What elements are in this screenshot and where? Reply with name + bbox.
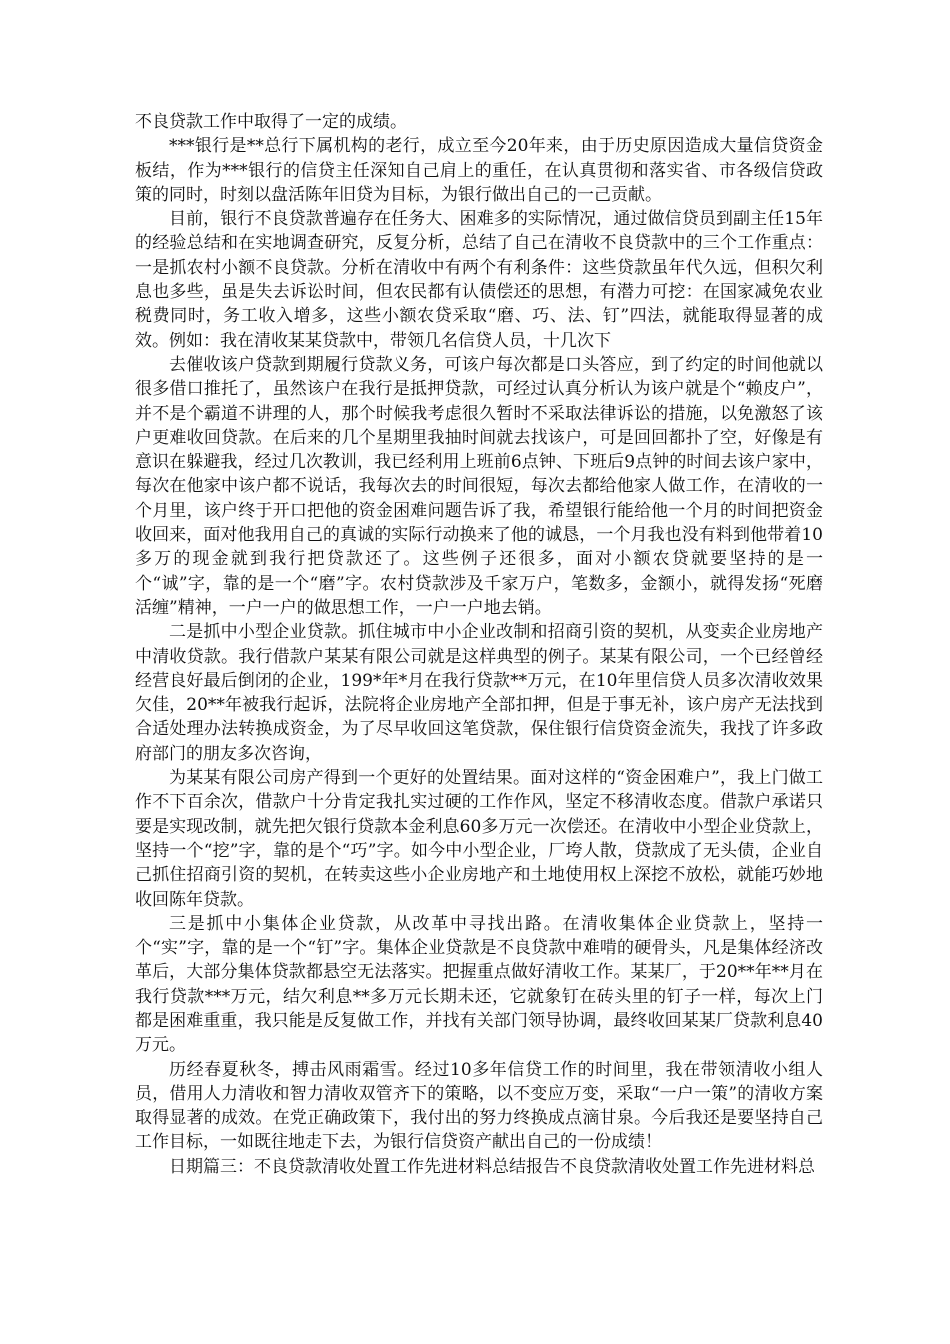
paragraph-property-disposal: 为某某有限公司房产得到一个更好的处置结果。面对这样的“资金困难户”，我上门做工作不下百余次，借款户十分肯定我扎实过硬的工作作风，坚定不移清收态度。借款户承诺只要是实现改制，就先把欠银行贷款本金利息60多万元一次偿还。在清收中小型企业贷款上，坚持一个“挖”字，靠的是个“巧”字。如今中小型企业，厂垮人散，贷款成了无头债，企业自己抓住招商引资的契机，在转卖这些小企业房地产和土地使用权上深挖不放松，就能巧妙地收回陈年贷款。 [135,768,823,910]
paragraph-bank-background: ***银行是**总行下属机构的老行，成立至今20年来，由于历史原因造成大量信贷资金板结，作为***银行的信贷主任深知自己肩上的重任，在认真贯彻和落实省、市各级信贷政策的同时，时刻以盘活陈年旧贷为目标，为银行做出自己的一己贡献。 [135,136,823,205]
paragraph-next-article-title: 日期篇三：不良贷款清收处置工作先进材料总结报告不良贷款清收处置工作先进材料总 [169,1156,815,1177]
paragraph-continuation: 不良贷款工作中取得了一定的成绩。 [135,112,407,132]
paragraph-collective-enterprise-loans: 三是抓中小集体企业贷款，从改革中寻找出路。在清收集体企业贷款上，坚持一个“实”字，靠的是一个“钉”字。集体企业贷款是不良贷款中难啃的硬骨头，凡是集体经济改革后，大部分集体贷款都悬空无法落实。把握重点做好清收工作。某某厂，于20**年**月在我行贷款***万元，结欠利息**多万元长期未还，它就象钉在砖头里的钉子一样，每次上门都是困难重重，我只能是反复做工作，并找有关部门领导协调，最终收回某某厂贷款利息40万元。 [135,913,823,1056]
document-body [135,110,823,1179]
paragraph-conclusion: 历经春夏秋冬，搏击风雨霜雪。经过10多年信贷工作的时间里，我在带领清收小组人员，借用人力清收和智力清收双管齐下的策略，以不变应万变，采取“一户一策”的清收方案取得显著的成效。在党正确政策下，我付出的努力终换成点滴甘泉。今后我还是要坚持自己工作目标，一如既往地走下去，为银行信贷资产献出自己的一份成绩！ [135,1059,823,1153]
paragraph-collection-example: 去催收该户贷款到期履行贷款义务，可该户每次都是口头答应，到了约定的时间他就以很多借口推托了，虽然该户在我行是抵押贷款，可经过认真分析认为该户就是个“赖皮户”，并不是个霸道不讲理的人，那个时候我考虑很久暂时不采取法律诉讼的措施，以免激怒了该户更难收回贷款。在后来的几个星期里我抽时间就去找该户，可是回回都扑了空，好像是有意识在躲避我，经过几次教训，我已经利用上班前6点钟、下班后9点钟的时间去该户家中，每次在他家中该户都不说话，我每次去的时间很短，每次去都给他家人做工作，在清收的一个月里，该户终于开口把他的资金困难问题告诉了我，希望银行能给他一个月的时间把资金收回来，面对他我用自己的真诚的实际行动换来了他的诚恳，一个月我也没有料到他带着10多万的现金就到我行把贷款还了。这些例子还很多，面对小额农贷就要坚持的是一个“诚”字，靠的是一个“磨”字。农村贷款涉及千家万户，笔数多，金额小，就得发扬“死磨活缠”精神，一户一户的做思想工作，一户一户地去销。 [135,354,823,618]
paragraph-small-enterprise-loans: 二是抓中小型企业贷款。抓住城市中小企业改制和招商引资的契机，从变卖企业房地产中清收贷款。我行借款户某某有限公司就是这样典型的例子。某某有限公司，一个已经曾经经营良好最后倒闭的企业，199*年*月在我行贷款**万元，在10年里信贷人员多次清收效果欠佳，20**年被我行起诉，法院将企业房地产全部扣押，但是于事无补，该户房产无法找到合适处理办法转换成资金，为了尽早收回这笔贷款，保住银行信贷资金流失，我找了许多政府部门的朋友多次咨询， [135,622,823,764]
paragraph-rural-small-loans: 目前，银行不良贷款普遍存在任务大、困难多的实际情况，通过做信贷员到副主任15年的经验总结和在实地调查研究，反复分析，总结了自己在清收不良贷款中的三个工作重点：一是抓农村小额不良贷款。分析在清收中有两个有利条件：这些贷款虽年代久远，但积欠利息也多些，虽是失去诉讼时间，但农民都有认债偿还的思想，有潜力可挖：在国家减免农业税费同时，务工收入增多，这些小额农贷采取“磨、巧、法、钉”四法，就能取得显著的成效。例如：我在清收某某贷款中，带领几名信贷人员，十几次下 [135,209,823,351]
